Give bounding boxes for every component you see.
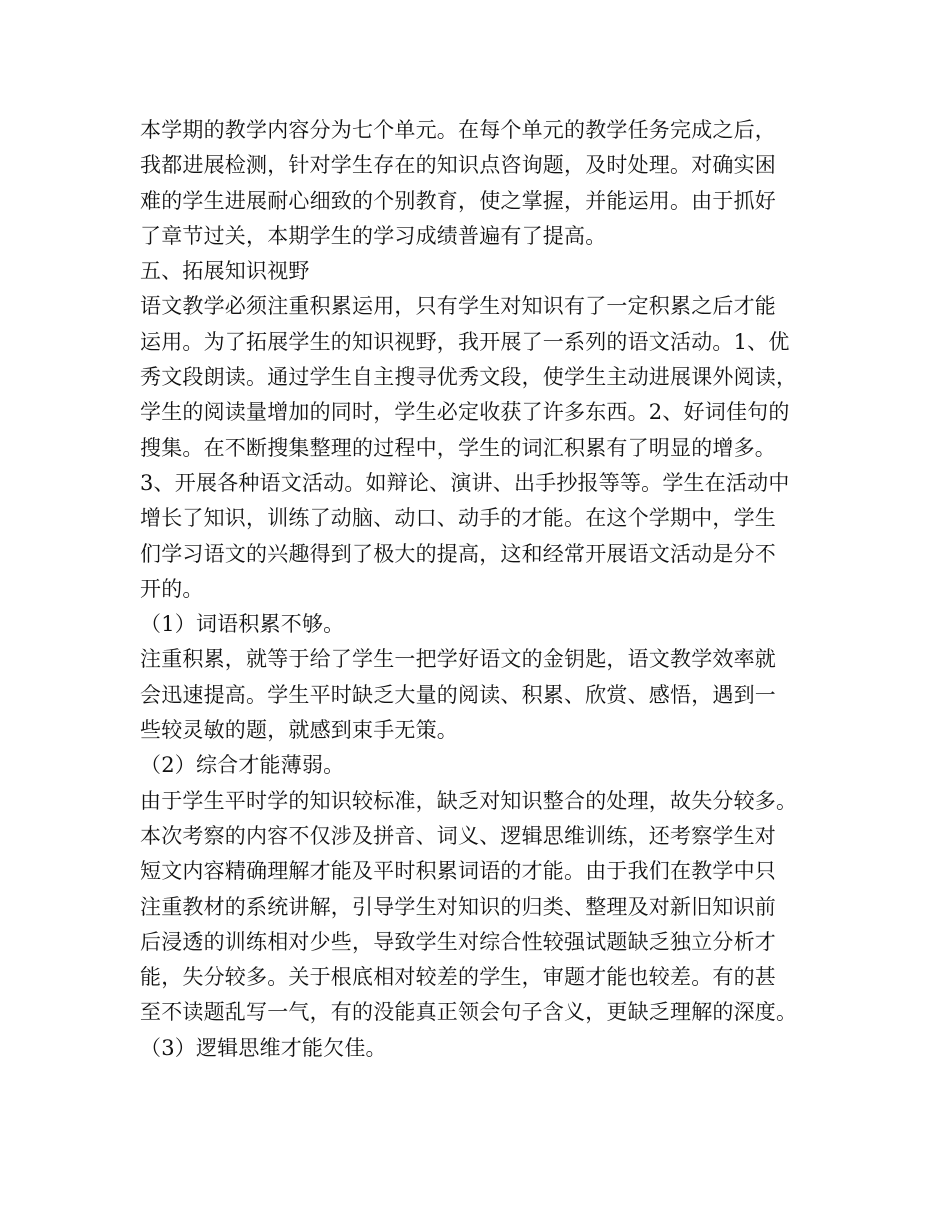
text-line: 些较灵敏的题，就感到束手无策。 [140, 718, 458, 743]
text-line: 难的学生进展耐心细致的个别教育，使之掌握，并能运用。由于抓好 [140, 188, 776, 213]
text-line: 由于学生平时学的知识较标准，缺乏对知识整合的处理，故失分较多。 [140, 788, 798, 813]
text-line: 搜集。在不断搜集整理的过程中，学生的词汇积累有了明显的增多。 [140, 435, 776, 460]
text-line: 本学期的教学内容分为七个单元。在每个单元的教学任务完成之后， [140, 118, 776, 142]
text-line: 学生的阅读量增加的同时，学生必定收获了许多东西。2、好词佳句的 [140, 400, 790, 425]
text-line: 至不读题乱写一气，有的没能真正领会句子含义，更缺乏理解的深度。 [140, 1000, 798, 1025]
document-body [140, 113, 830, 1066]
text-line: 会迅速提高。学生平时缺乏大量的阅读、积累、欣赏、感悟，遇到一 [140, 682, 776, 707]
text-line: 我都进展检测，针对学生存在的知识点咨询题，及时处理。对确实困 [140, 153, 776, 178]
subheading: （2）综合才能薄弱。 [140, 753, 345, 778]
text-line: 本次考察的内容不仅涉及拼音、词义、逻辑思维训练，还考察学生对 [140, 823, 776, 848]
text-line: 们学习语文的兴趣得到了极大的提高，这和经常开展语文活动是分不 [140, 541, 776, 566]
text-line: 短文内容精确理解才能及平时积累词语的才能。由于我们在教学中只 [140, 859, 776, 884]
text-line: 注重教材的系统讲解，引导学生对知识的归类、整理及对新旧知识前 [140, 894, 776, 919]
text-line: 开的。 [140, 576, 204, 601]
text-line: 后浸透的训练相对少些，导致学生对综合性较强试题缺乏独立分析才 [140, 929, 776, 954]
text-line: 秀文段朗读。通过学生自主搜寻优秀文段，使学生主动进展课外阅读， [140, 365, 798, 390]
subheading: （3）逻辑思维才能欠佳。 [140, 1035, 387, 1060]
text-line: 能，失分较多。关于根底相对较差的学生，审题才能也较差。有的甚 [140, 965, 776, 990]
subheading: （1）词语积累不够。 [140, 612, 345, 637]
text-line: 运用。为了拓展学生的知识视野，我开展了一系列的语文活动。1、优 [140, 329, 790, 354]
text-line: 3、开展各种语文活动。如辩论、演讲、出手抄报等等。学生在活动中 [140, 470, 790, 495]
text-line: 注重积累，就等于给了学生一把学好语文的金钥匙，语文教学效率就 [140, 647, 776, 672]
text-line: 了章节过关，本期学生的学习成绩普遍有了提高。 [140, 223, 607, 248]
text-line: 语文教学必须注重积累运用，只有学生对知识有了一定积累之后才能 [140, 294, 776, 319]
text-line: 增长了知识，训练了动脑、动口、动手的才能。在这个学期中，学生 [140, 506, 776, 531]
section-heading: 五、拓展知识视野 [140, 259, 310, 284]
